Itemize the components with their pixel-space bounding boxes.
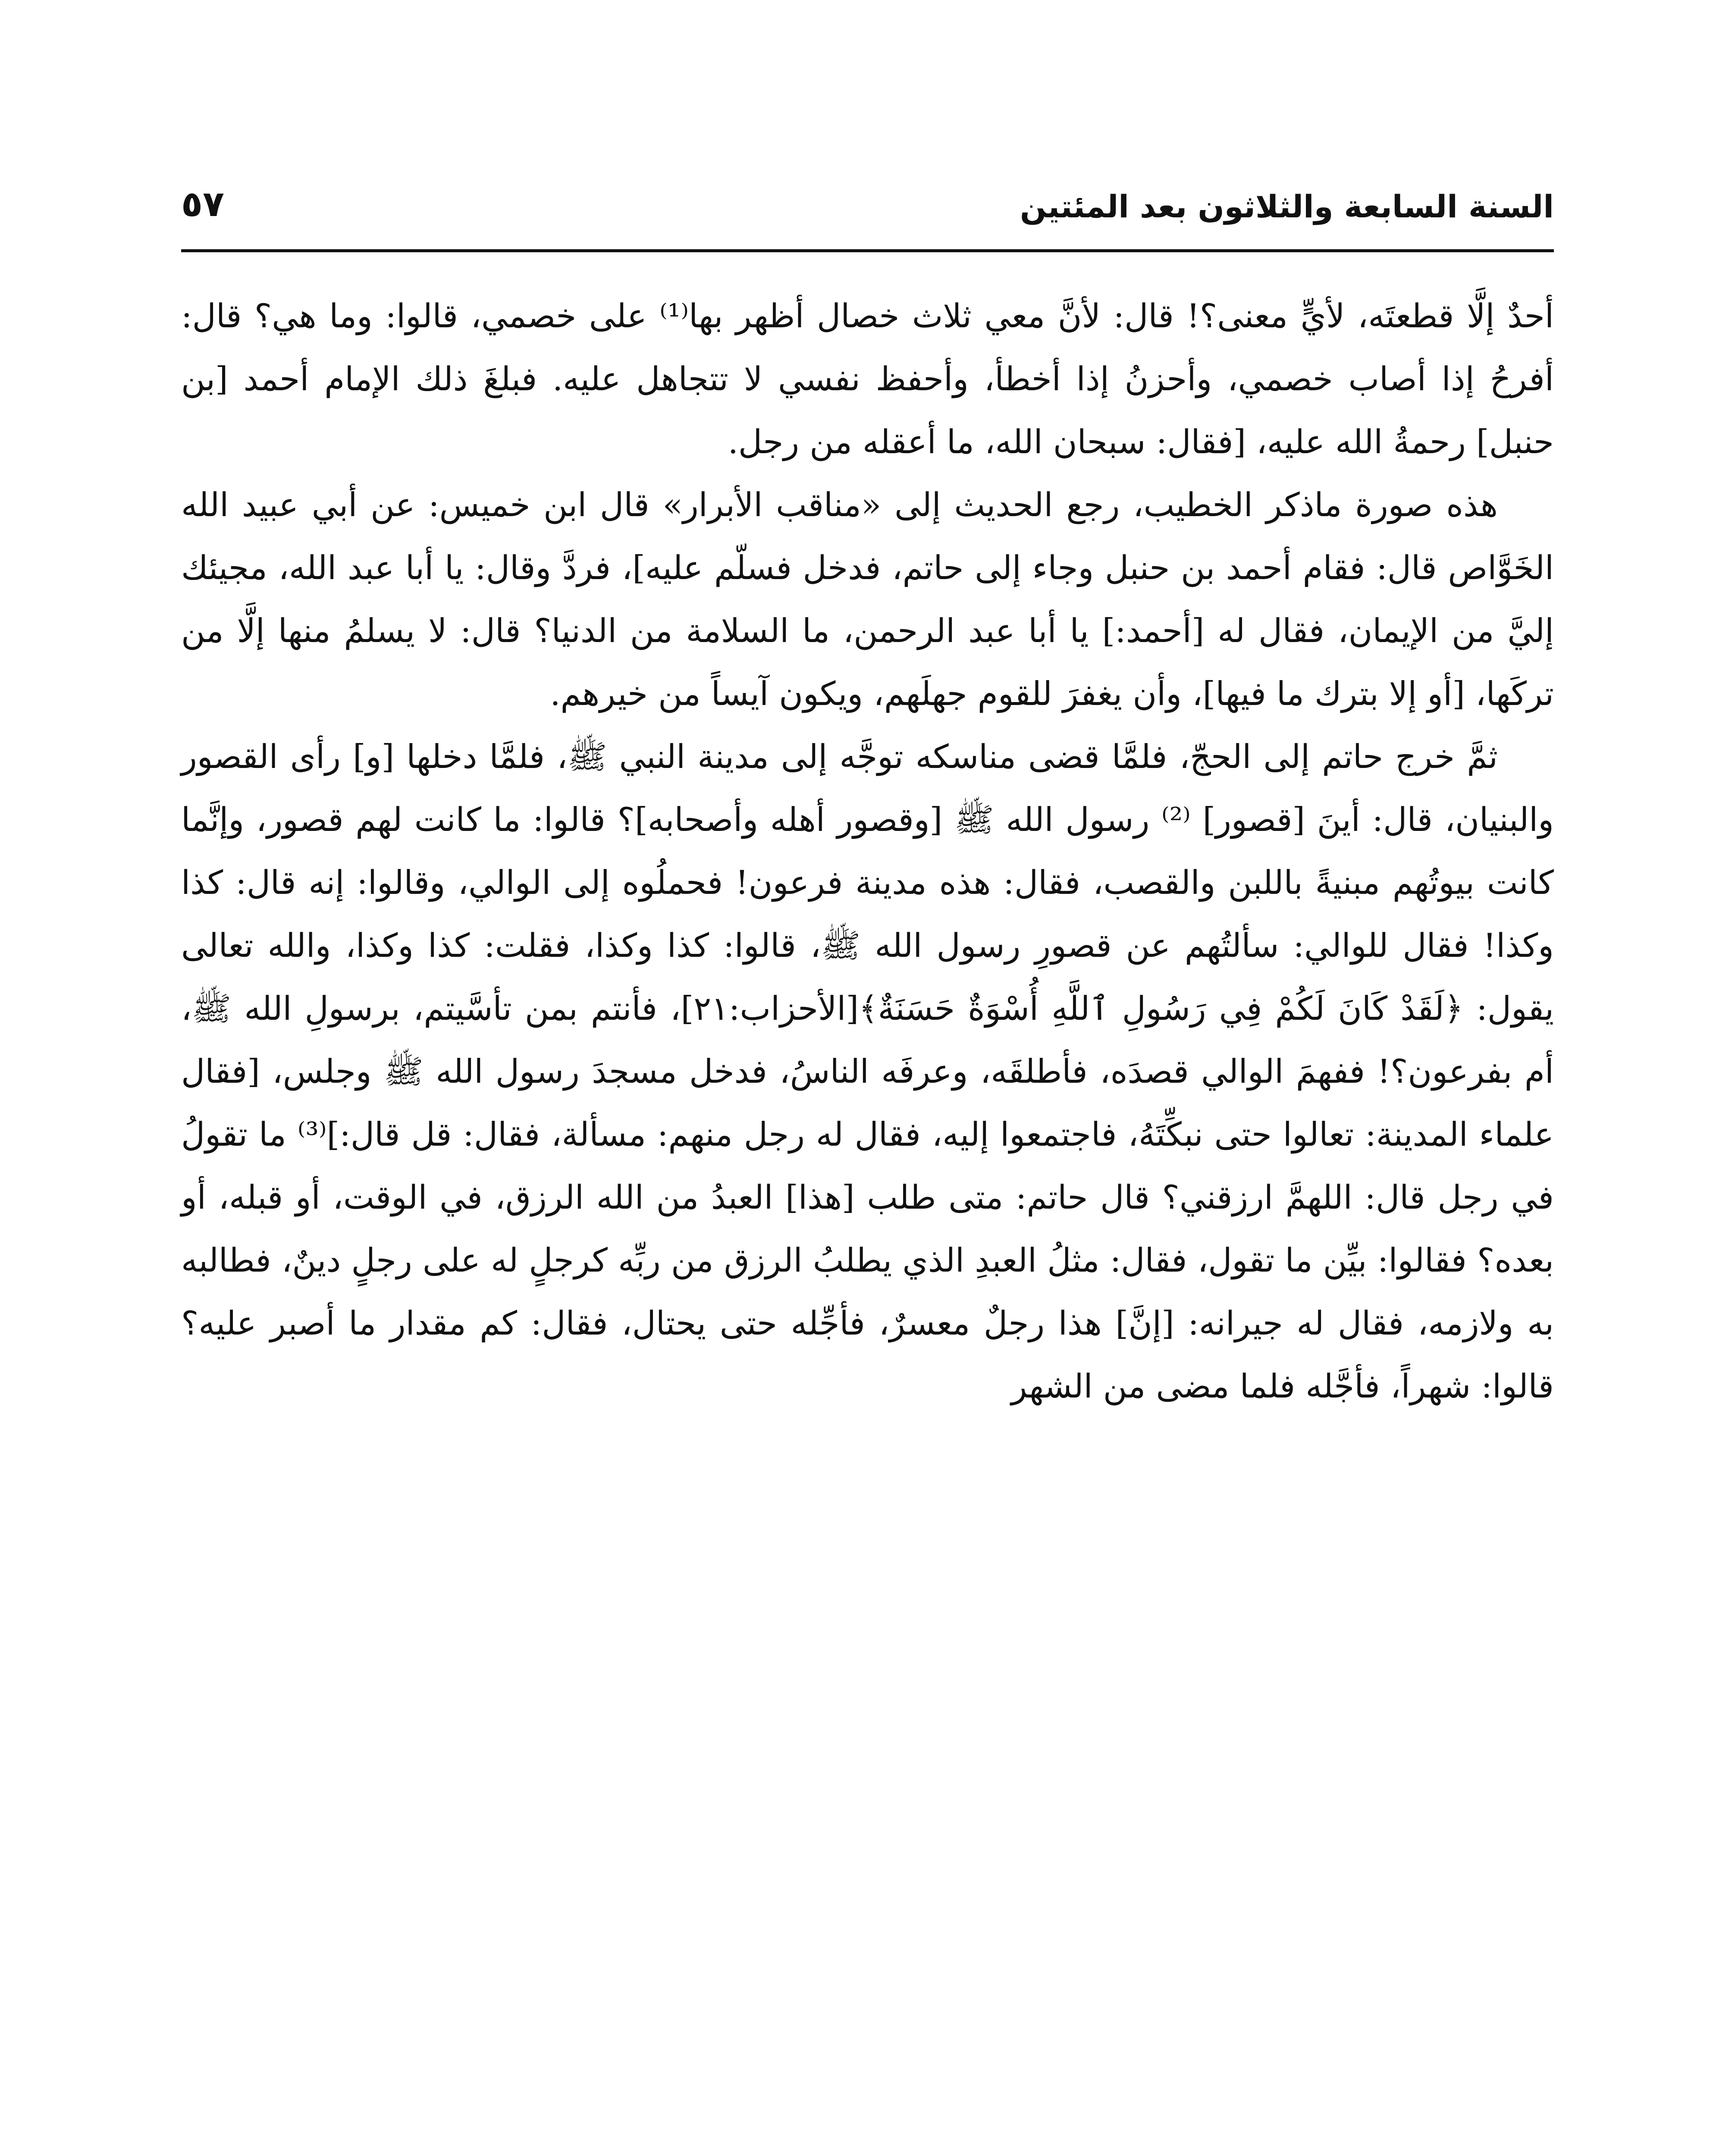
paragraph: أحدٌ إلَّا قطعتَه، لأيٍّ معنى؟! قال: لأنَّ معي ثلاث خصال أظهر بها⁽¹⁾ على خصمي، قالوا: وما هي؟ قال: أفرحُ إذا أصاب خصمي، وأحزنُ إذا أخطأ، وأحفظ نفسي لا تتجاهل عليه. فبلغَ ذلك الإمام أحمد [بن حنبل] رحمةُ الله عليه، [فقال: سبحان الله، ما أعقله من رجل. bbox=[181, 297, 1554, 461]
main-text bbox=[181, 285, 1554, 1418]
page-header bbox=[181, 175, 1554, 239]
page-number: ٥٧ bbox=[181, 184, 225, 225]
paragraph: هذه صورة ماذكر الخطيب، رجع الحديث إلى «مناقب الأبرار» قال ابن خميس: عن أبي عبيد الله الخَوَّاص قال: فقام أحمد بن حنبل وجاء إلى حاتم، فدخل فسلّم عليه]، فردَّ وقال: يا أبا عبد الله، مجيئك إليَّ من الإيمان، فقال له [أحمد:] يا أبا عبد الرحمن، ما السلامة من الدنيا؟ قال: لا يسلمُ منها إلَّا من تركَها، [أو إلا بترك ما فيها]، وأن يغفرَ للقوم جهلَهم، ويكون آيساً من خيرهم. bbox=[181, 486, 1554, 713]
header-rule bbox=[181, 249, 1554, 252]
paragraph: ثمَّ خرج حاتم إلى الحجّ، فلمَّا قضى مناسكه توجَّه إلى مدينة النبي ﷺ، فلمَّا دخلها [و] رأى القصور والبنيان، قال: أينَ [قصور] ⁽²⁾ رسول الله ﷺ [وقصور أهله وأصحابه]؟ قالوا: ما كانت لهم قصور، وإنَّما كانت بيوتُهم مبنيةً باللبن والقصب، فقال: هذه مدينة فرعون! فحملُوه إلى الوالي، وقالوا: إنه قال: كذا وكذا! فقال للوالي: سألتُهم عن قصورِ رسول الله ﷺ، قالوا: كذا وكذا، فقلت: كذا وكذا، والله تعالى يقول: ﴿لَقَدْ كَانَ لَكُمْ فِي رَسُولِ ٱللَّهِ أُسْوَةٌ حَسَنَةٌ﴾[الأحزاب:٢١]، فأنتم بمن تأسَّيتم، برسولِ الله ﷺ، أم بفرعون؟! ففهمَ الوالي قصدَه، فأطلقَه، وعرفَه الناسُ، فدخل مسجدَ رسول الله ﷺ وجلس، [فقال علماء المدينة: تعالوا حتى نبكِّتَهُ، فاجتمعوا إليه، فقال له رجل منهم: مسألة، فقال: قل قال:]⁽³⁾ ما تقولُ في رجل قال: اللهمَّ ارزقني؟ قال حاتم: متى طلب [هذا] العبدُ من الله الرزق، في الوقت، أو قبله، أو بعده؟ فقالوا: بيِّن ما تقول، فقال: مثلُ العبدِ الذي يطلبُ الرزق من ربِّه كرجلٍ له على رجلٍ دينٌ، فطالبه به ولازمه، فقال له جيرانه: [إنَّ] هذا رجلٌ معسرٌ، فأجِّله حتى يحتال، فقال: كم مقدار ما أصبر عليه؟ قالوا: شهراً، فأجَّله فلما مضى من الشهر bbox=[181, 737, 1554, 1405]
running-title: السنة السابعة والثلاثون بعد المئتين bbox=[1020, 188, 1554, 225]
